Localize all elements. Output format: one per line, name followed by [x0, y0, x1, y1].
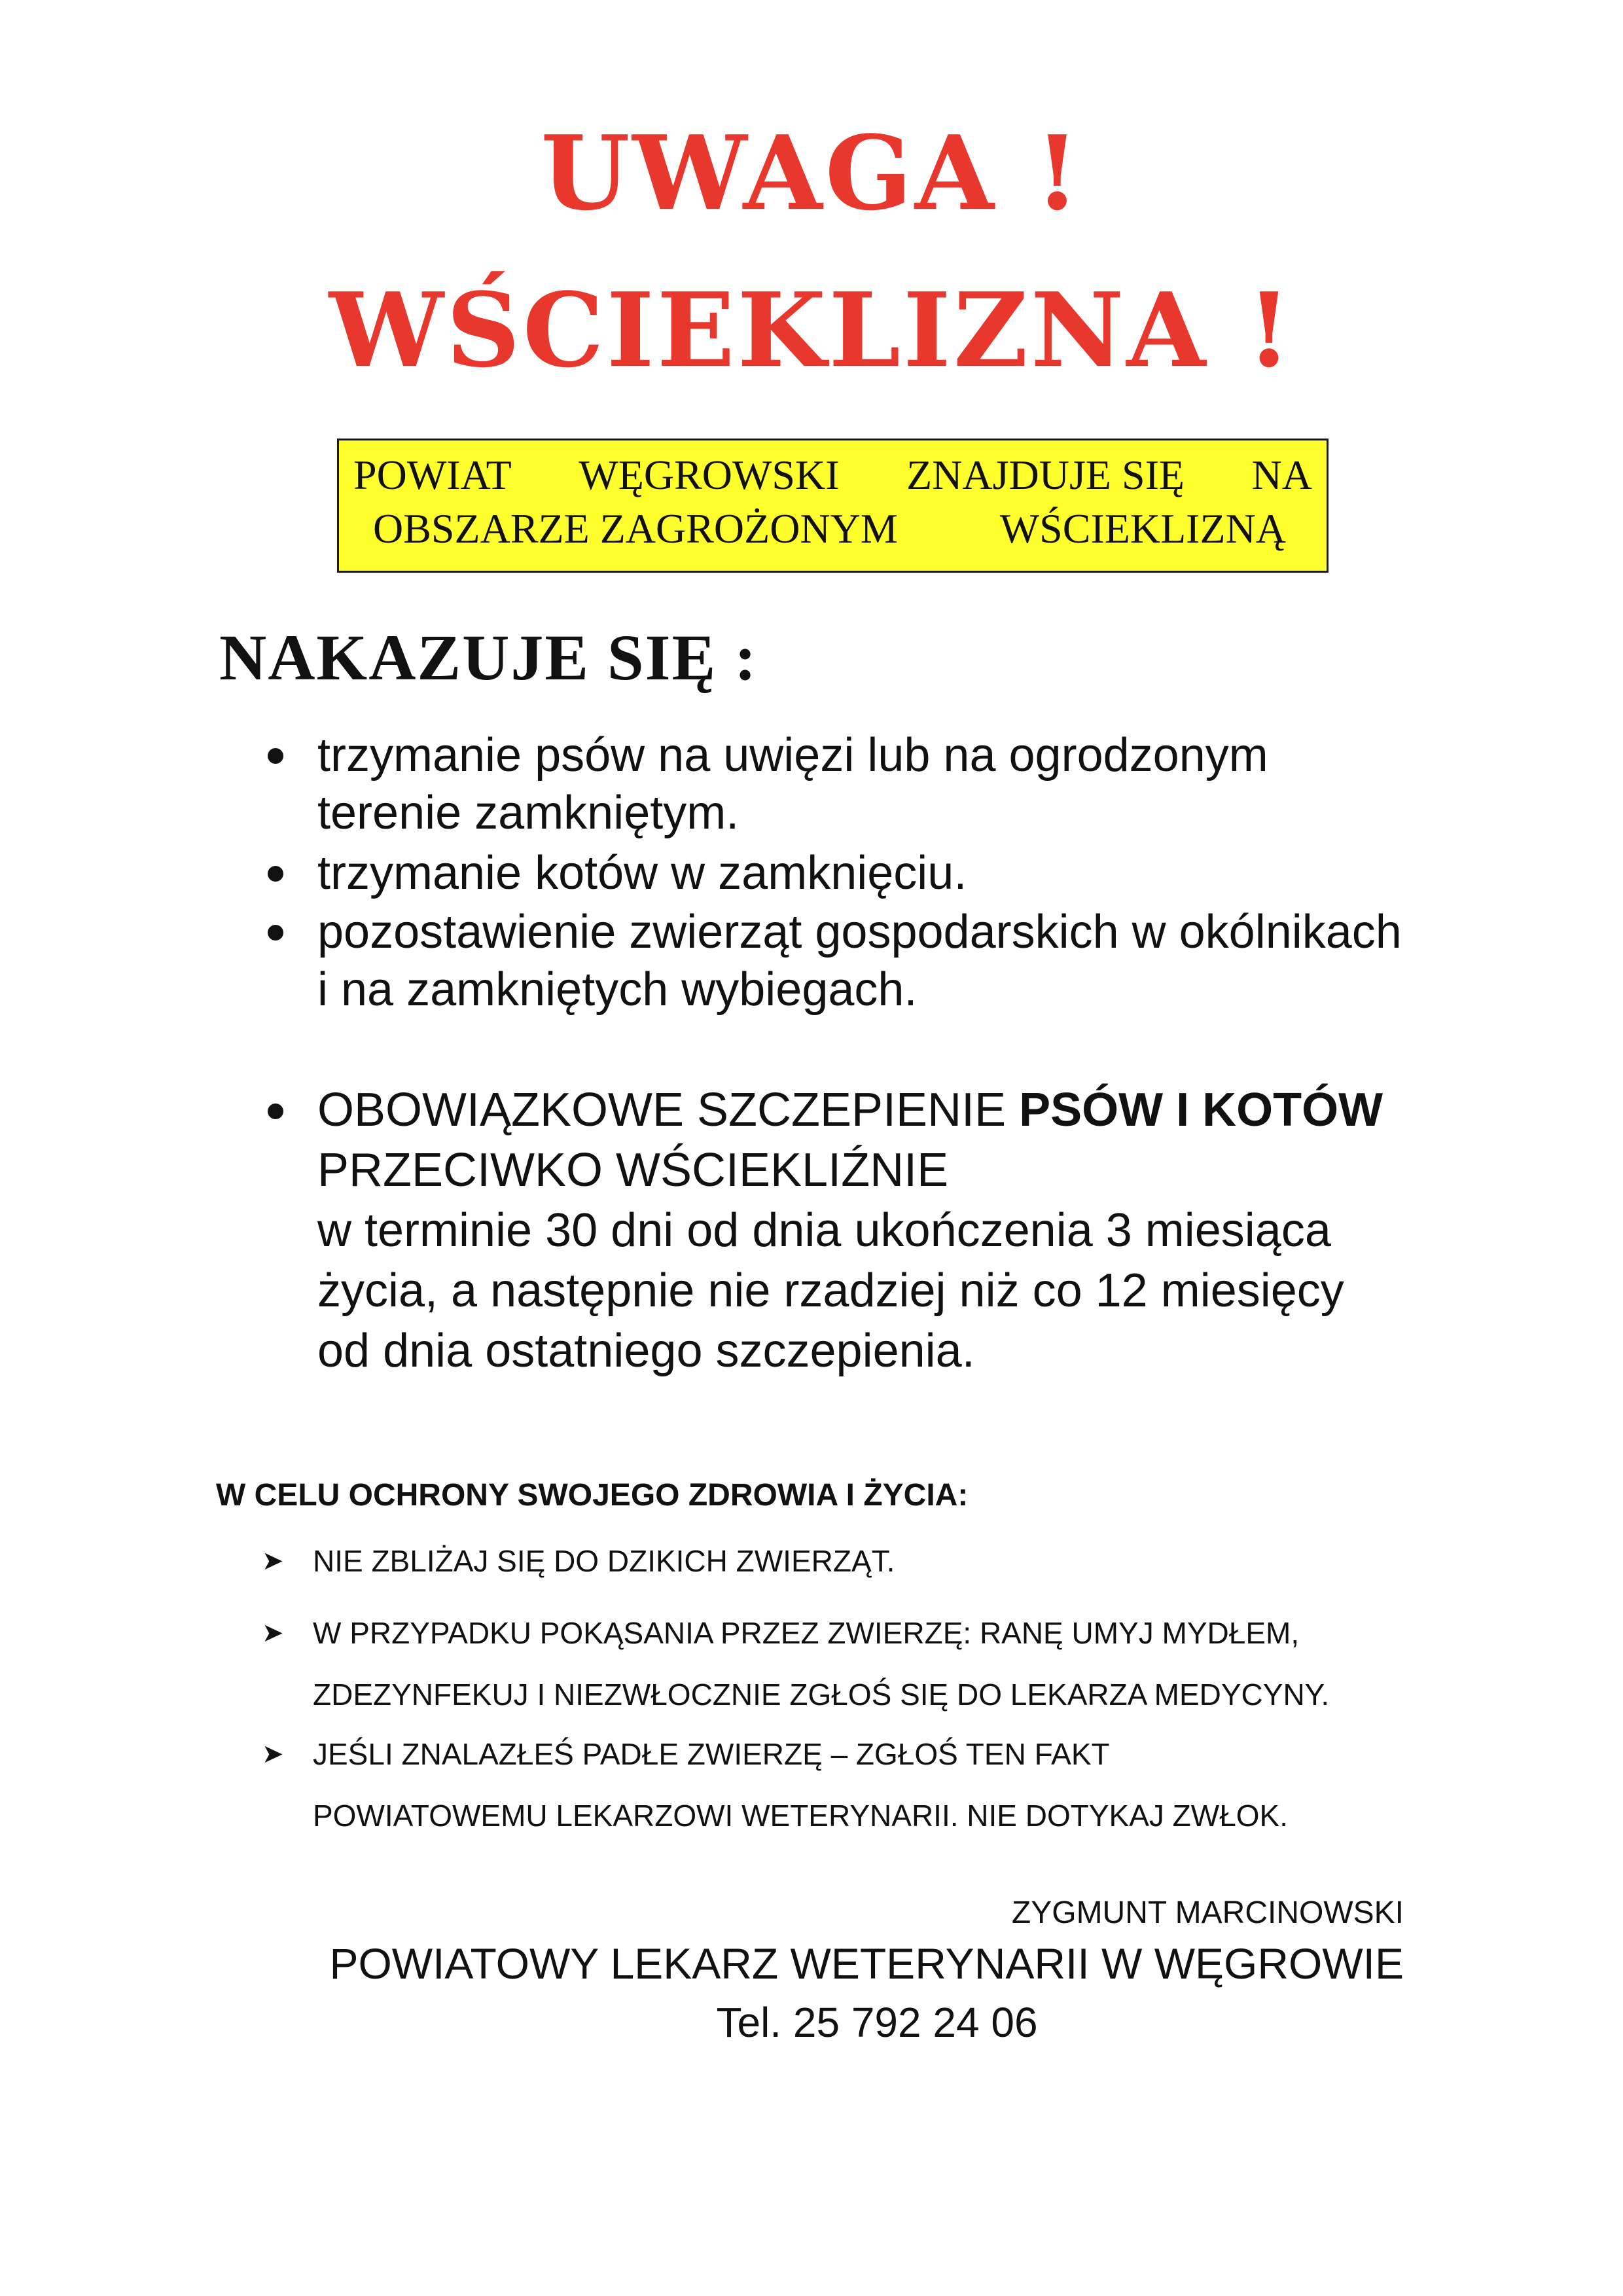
notice-word: WŚCIEKLIZNĄ: [999, 505, 1286, 552]
notice-line-1: [353, 448, 1312, 502]
list-item-line: trzymanie psów na uwięzi lub na ogrodzonym: [317, 729, 1268, 781]
list-item-line: terenie zamkniętym.: [317, 787, 740, 839]
advice-heading: W CELU OCHRONY SWOJEGO ZDROWIA I ŻYCIA:: [216, 1478, 969, 1513]
advice-line: JEŚLI ZNALAZŁEŚ PADŁE ZWIERZĘ – ZGŁOŚ TEN FAKT: [313, 1737, 1110, 1771]
signer-title: POWIATOWY LEKARZ WETERYNARII W WĘGROWIE: [329, 1939, 1404, 1988]
bullet-icon: [268, 748, 283, 764]
notice-word: WĘGROWSKI: [579, 452, 840, 498]
notice-line-2: [353, 502, 1312, 556]
list-item: [262, 1613, 1465, 1714]
notice-word: ZNAJDUJE SIĘ: [906, 452, 1185, 498]
arrowhead-icon: ➤: [262, 1619, 284, 1647]
vaccination-emphasis: PSÓW I KOTÓW: [1019, 1084, 1383, 1136]
vaccination-line-1: [317, 1080, 1561, 1140]
contact-phone: [0, 1996, 1623, 2049]
list-item-line: trzymanie kotów w zamknięciu.: [317, 847, 967, 899]
list-item: [262, 1541, 1465, 1581]
arrowhead-icon: ➤: [262, 1547, 284, 1575]
orders-heading: NAKAZUJE SIĘ :: [219, 621, 758, 694]
notice-word: NA: [1251, 452, 1312, 498]
vaccination-line-3: w terminie 30 dni od dnia ukończenia 3 miesiąca: [317, 1204, 1331, 1257]
list-item: [317, 726, 1548, 842]
arrowhead-icon: ➤: [262, 1740, 284, 1768]
phone-number: Tel. 25 792 24 06: [716, 1999, 1038, 2046]
advice-line: NIE ZBLIŻAJ SIĘ DO DZIKICH ZWIERZĄT.: [313, 1544, 895, 1578]
bullet-icon: [268, 1103, 283, 1119]
vaccination-requirement: [317, 1080, 1561, 1381]
list-item-line: i na zamkniętych wybiegach.: [317, 963, 918, 1016]
advice-line: ZDEZYNFEKUJ I NIEZWŁOCZNIE ZGŁOŚ SIĘ DO LEKARZA MEDYCYNY.: [313, 1677, 1330, 1712]
advice-line: POWIATOWEMU LEKARZOWI WETERYNARII. NIE DOTYKAJ ZWŁOK.: [313, 1799, 1289, 1833]
rabies-title: WŚCIEKLIZNA !: [329, 270, 1294, 390]
signer-name: ZYGMUNT MARCINOWSKI: [1011, 1895, 1404, 1930]
list-item: [317, 844, 1548, 902]
vaccination-line-5: od dnia ostatniego szczepienia.: [317, 1325, 975, 1377]
bullet-icon: [268, 925, 283, 941]
vaccination-line-2: PRZECIWKO WŚCIEKLIŹNIE: [317, 1144, 949, 1196]
list-item: [262, 1734, 1465, 1835]
threat-notice-box: [337, 439, 1329, 573]
notice-word: POWIAT: [353, 452, 512, 498]
advice-line: W PRZYPADKU POKĄSANIA PRZEZ ZWIERZĘ: RANĘ UMYJ MYDŁEM,: [313, 1616, 1300, 1650]
bullet-icon: [268, 866, 283, 882]
notice-word: OBSZARZE ZAGROŻONYM: [373, 505, 898, 552]
list-item-line: pozostawienie zwierząt gospodarskich w okólnikach: [317, 906, 1402, 958]
vaccination-lead: OBOWIĄZKOWE SZCZEPIENIE: [317, 1084, 1020, 1136]
list-item: [317, 903, 1548, 1018]
warning-title: UWAGA !: [541, 113, 1082, 233]
vaccination-line-4: życia, a następnie nie rzadziej niż co 12 miesięcy: [317, 1265, 1344, 1317]
